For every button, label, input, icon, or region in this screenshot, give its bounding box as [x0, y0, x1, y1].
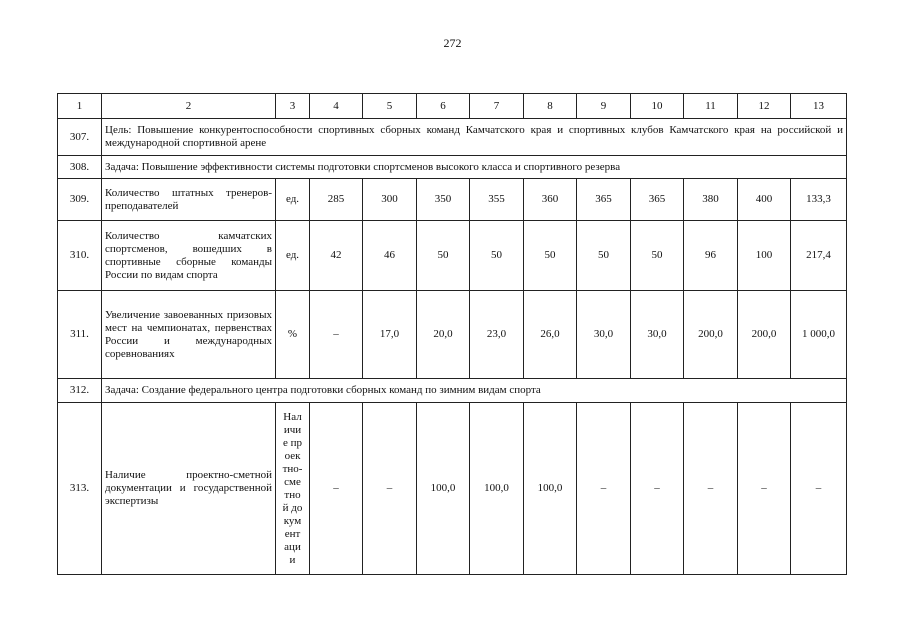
header-cell: 5	[363, 94, 417, 119]
row-number: 307.	[58, 119, 102, 156]
value-cell: 50	[577, 221, 631, 291]
value-cell: 26,0	[524, 291, 577, 379]
value-cell: 30,0	[631, 291, 684, 379]
unit-cell: ед.	[276, 179, 310, 221]
header-cell: 10	[631, 94, 684, 119]
row-number: 311.	[58, 291, 102, 379]
value-cell: –	[363, 403, 417, 575]
header-cell: 7	[470, 94, 524, 119]
value-cell: 96	[684, 221, 738, 291]
row-number: 313.	[58, 403, 102, 575]
value-cell: 46	[363, 221, 417, 291]
header-cell: 9	[577, 94, 631, 119]
value-cell: 100,0	[470, 403, 524, 575]
value-cell: –	[738, 403, 791, 575]
table-row	[58, 119, 847, 156]
table-row	[58, 291, 847, 379]
value-cell: 100,0	[524, 403, 577, 575]
header-cell: 4	[310, 94, 363, 119]
indicators-table	[57, 93, 847, 575]
header-cell: 11	[684, 94, 738, 119]
value-cell: 217,4	[791, 221, 847, 291]
value-cell: 17,0	[363, 291, 417, 379]
value-cell: –	[310, 403, 363, 575]
goal-text: Цель: Повышение конкурентоспособности спортивных сборных команд Камчатского края и спортивных клубов Камчатского края на российской и международной спортивной арене	[102, 119, 847, 156]
header-cell: 12	[738, 94, 791, 119]
row-number: 309.	[58, 179, 102, 221]
value-cell: 285	[310, 179, 363, 221]
header-cell: 1	[58, 94, 102, 119]
value-cell: –	[791, 403, 847, 575]
table-row	[58, 179, 847, 221]
header-row	[58, 94, 847, 119]
page-number: 272	[443, 36, 462, 50]
unit-text: Наличие проектно-сметной документации	[282, 410, 303, 566]
value-cell: –	[631, 403, 684, 575]
value-cell: 20,0	[417, 291, 470, 379]
table-row	[58, 156, 847, 179]
indicator-name: Наличие проектно-сметной документации и государственной экспертизы	[102, 403, 276, 575]
value-cell: 360	[524, 179, 577, 221]
value-cell: 100,0	[417, 403, 470, 575]
value-cell: 50	[470, 221, 524, 291]
value-cell: 30,0	[577, 291, 631, 379]
header-cell: 13	[791, 94, 847, 119]
value-cell: 200,0	[684, 291, 738, 379]
value-cell: 200,0	[738, 291, 791, 379]
row-number: 310.	[58, 221, 102, 291]
value-cell: 23,0	[470, 291, 524, 379]
indicator-name: Увеличение завоеванных призовых мест на чемпионатах, первенствах России и международных соревнованиях	[102, 291, 276, 379]
header-cell: 3	[276, 94, 310, 119]
indicator-name: Количество штатных тренеров-преподавателей	[102, 179, 276, 221]
row-number: 308.	[58, 156, 102, 179]
row-number: 312.	[58, 379, 102, 403]
task-text: Задача: Повышение эффективности системы подготовки спортсменов высокого класса и спортивного резерва	[102, 156, 847, 179]
value-cell: 50	[524, 221, 577, 291]
header-cell: 6	[417, 94, 470, 119]
value-cell: 50	[417, 221, 470, 291]
value-cell: 300	[363, 179, 417, 221]
indicator-name: Количество камчатских спортсменов, вошедших в спортивные сборные команды России по видам спорта	[102, 221, 276, 291]
value-cell: 365	[631, 179, 684, 221]
header-cell: 8	[524, 94, 577, 119]
value-cell: 355	[470, 179, 524, 221]
value-cell: 42	[310, 221, 363, 291]
header-cell: 2	[102, 94, 276, 119]
value-cell: –	[684, 403, 738, 575]
task-text: Задача: Создание федерального центра подготовки сборных команд по зимним видам спорта	[102, 379, 847, 403]
table-row	[58, 221, 847, 291]
table-row	[58, 403, 847, 575]
value-cell: 100	[738, 221, 791, 291]
value-cell: 400	[738, 179, 791, 221]
value-cell: –	[577, 403, 631, 575]
value-cell: 1 000,0	[791, 291, 847, 379]
value-cell: 50	[631, 221, 684, 291]
value-cell: 133,3	[791, 179, 847, 221]
value-cell: 380	[684, 179, 738, 221]
table-row	[58, 379, 847, 403]
value-cell: 365	[577, 179, 631, 221]
value-cell: 350	[417, 179, 470, 221]
unit-cell: %	[276, 291, 310, 379]
unit-cell	[276, 403, 310, 575]
unit-cell: ед.	[276, 221, 310, 291]
value-cell: –	[310, 291, 363, 379]
